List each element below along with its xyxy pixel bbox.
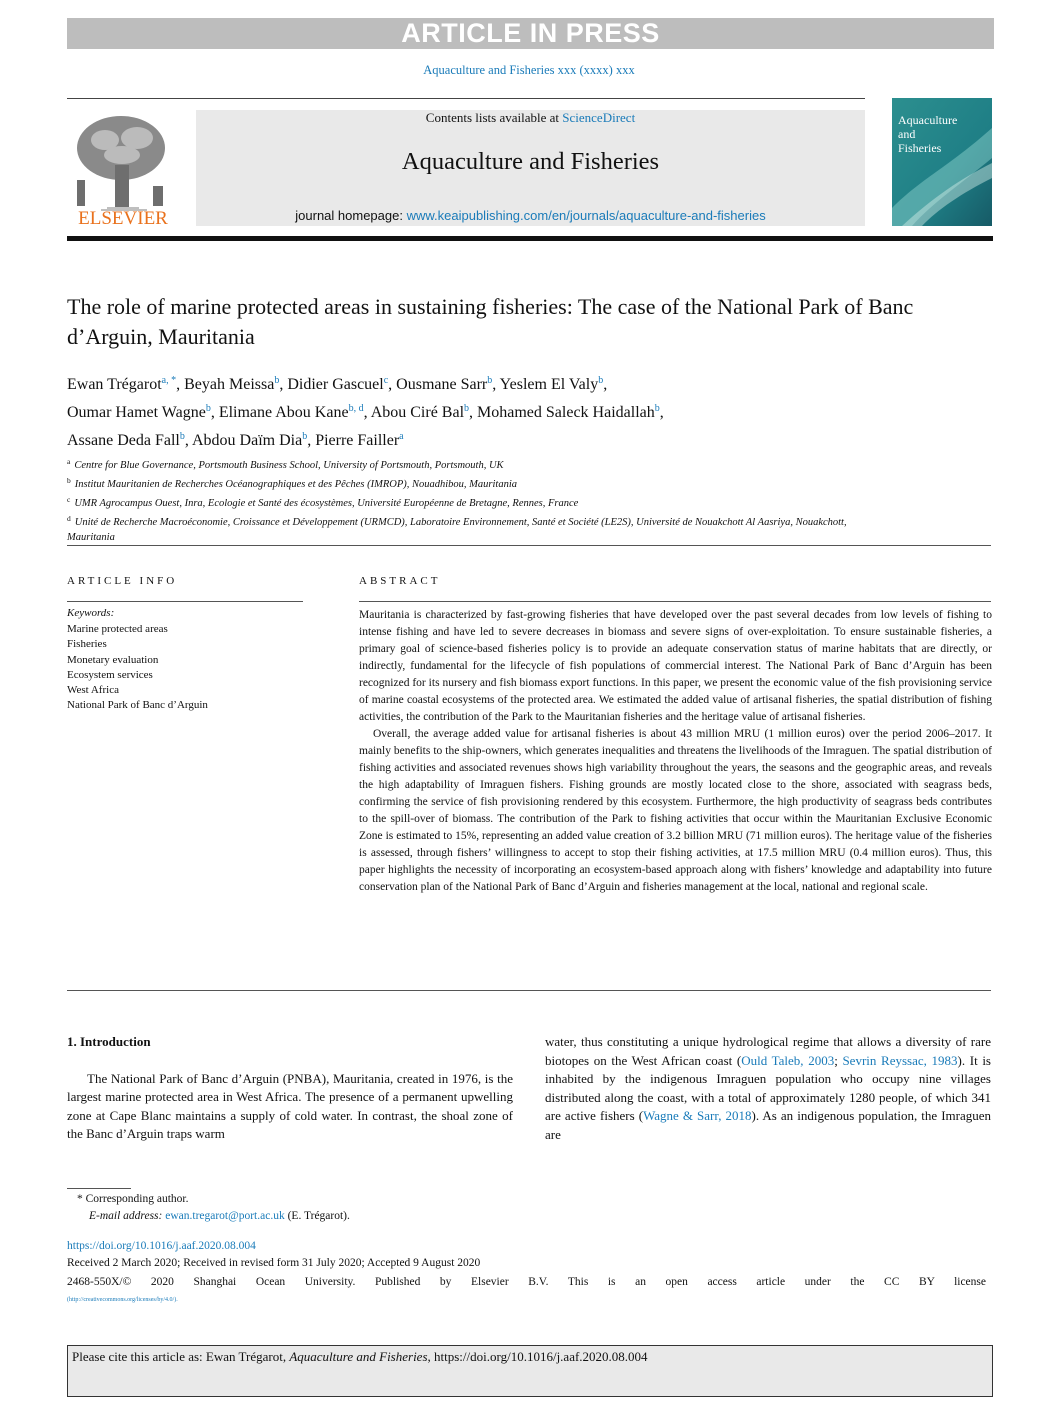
body-column-right (545, 1033, 991, 1145)
homepage-prefix: journal homepage: (295, 208, 407, 223)
article-in-press-banner: ARTICLE IN PRESS (67, 18, 994, 49)
homepage-link[interactable]: www.keaipublishing.com/en/journals/aquaculture-and-fisheries (406, 208, 766, 223)
citation-link[interactable]: Sevrin Reyssac, 1983 (842, 1052, 958, 1068)
author-affiliation-mark[interactable]: b (274, 375, 280, 386)
article-info-heading: ARTICLE INFO (67, 575, 178, 587)
citation-link[interactable]: Ould Taleb, 2003 (741, 1052, 835, 1068)
email-note (89, 1210, 350, 1222)
author-affiliation-mark[interactable]: b (302, 431, 308, 442)
author-affiliation-mark[interactable]: b (464, 403, 470, 414)
top-rule (67, 98, 865, 99)
contents-prefix: Contents lists available at (425, 110, 563, 125)
body-text: ). It is inhabited by the indigenous Imraguen population who occupy nine villages distributed along the coast, with a total of approximately 1280 people, of which 341 are active fishers ( (545, 1052, 991, 1124)
affiliation-item (67, 473, 867, 492)
affiliation-key: a (67, 457, 71, 466)
citation-link[interactable]: Wagne & Sarr, 2018 (643, 1108, 752, 1124)
keyword-item: Marine protected areas (67, 623, 168, 635)
author-separator: , (279, 376, 288, 393)
introduction-heading: 1. Introduction (67, 1034, 151, 1049)
journal-cover-art (892, 98, 992, 226)
affiliation-text: Institut Mauritanien de Recherches Océanographiques et des Pêches (IMROP), Nouadhibou, Mauritania (74, 479, 518, 490)
body-text: ). As an indigenous population, the Imraguen are (545, 1108, 991, 1142)
abstract-heading: ABSTRACT (359, 575, 441, 587)
author-affiliation-mark[interactable]: b (487, 375, 493, 386)
author-name: Didier Gascuel (287, 376, 384, 393)
author-affiliation-mark[interactable]: b, d (348, 403, 364, 414)
copyright-line: 2468-550X/© 2020 Shanghai Ocean University. Published by Elsevier B.V. This is an open access article under the CC BY license (67, 1276, 986, 1288)
corresponding-author-note: * Corresponding author. (77, 1193, 189, 1205)
journal-homepage-line (196, 208, 865, 223)
author-name: Mohamed Saleck Haidallah (477, 404, 655, 421)
affiliations (67, 454, 867, 545)
email-suffix: (E. Trégarot). (284, 1210, 350, 1222)
body-column-left (67, 1033, 513, 1144)
cite-box (67, 1345, 993, 1397)
author-name: Abou Ciré Bal (370, 404, 465, 421)
keywords-list (67, 622, 208, 714)
author-separator: , (492, 376, 500, 393)
keyword-item: National Park of Banc d’Arguin (67, 699, 208, 712)
author-list (67, 369, 967, 453)
abstract-end-rule (67, 990, 991, 991)
author-affiliation-mark[interactable]: c (383, 375, 389, 386)
elsevier-logo (67, 110, 179, 228)
body-text: water, thus constituting a unique hydrological regime that allows a diversity of rare biotopes on the West African coast ( (545, 1034, 991, 1068)
masthead-rule (67, 236, 993, 241)
author-separator: , (659, 404, 664, 421)
author-name: Pierre Failler (315, 432, 400, 449)
author-name: Assane Deda Fall (67, 432, 180, 449)
author-separator: , (184, 432, 192, 449)
elsevier-tree-icon (67, 110, 179, 228)
affiliation-text: Unité de Recherche Macroéconomie, Croissance et Développement (URMCD), Laboratoire Environnement, Santé et Société (LE2S), Université de Nouakchott Al Aasriya, Nouakchott, Mauritania (67, 517, 847, 543)
abstract-paragraph-1: Mauritania is characterized by fast-growing fisheries that have developed over the past several decades from low levels of fishing to intense fishing and have led to severe decreases in biomass and severe signs of over-exploitation. To ensure sustainable fisheries, a primary goal of science-based fisheries policy is to provide an adequate conservation status of marine habitats that are directly, or indirectly, fundamental for the lifecycle of fish populations of commercial interest. The National Park of Banc d’Arguin has been recognized for its nursery and fish biomass export functions. In this paper, we present the economic value of the fish provisioning service of marine coastal ecosystems of the protected area. We estimated the added value of artisanal fisheries, the spatial distribution of fishing activities, the contribution of the Park to the Mauritanian fisheries and the heritage value of artisanal fisheries. (359, 609, 992, 723)
keyword-item: Fisheries (67, 638, 107, 651)
author-name: Elimane Abou Kane (218, 404, 349, 421)
author-name: Beyah Meissa (184, 376, 275, 393)
author-separator: , (388, 376, 397, 393)
license-link[interactable]: (http://creativecommons.org/licenses/by/4.0/). (67, 1297, 178, 1303)
keywords-label: Keywords: (67, 607, 115, 619)
author-separator: , (469, 404, 478, 421)
author-separator: , (176, 376, 185, 393)
author-separator: , (307, 432, 316, 449)
cover-title-line-2: and (898, 127, 916, 141)
sciencedirect-link[interactable]: ScienceDirect (562, 110, 636, 125)
affiliation-item (67, 511, 867, 545)
introduction-paragraph: The National Park of Banc d’Arguin (PNBA), Mauritania, created in 1976, is the largest marine protected area in West Africa. The presence of a permanent upwelling zone at Cape Blanc maintains a supply of cold water. In contrast, the shoal zone of the Banc d’Arguin traps warm (67, 1070, 513, 1142)
affiliation-text: UMR Agrocampus Ouest, Inra, Ecologie et Santé des écosystèmes, Université Européenne de Bretagne, Rennes, France (74, 498, 579, 509)
abstract-rule (359, 601, 991, 602)
keyword-item: Ecosystem services (67, 668, 153, 681)
author-affiliation-mark[interactable]: b (598, 375, 604, 386)
footnote-rule (67, 1188, 131, 1189)
email-link[interactable]: ewan.tregarot@port.ac.uk (165, 1210, 285, 1222)
abstract-paragraph-2: Overall, the average added value for artisanal fisheries is about 43 million MRU (1 million euros) over the period 2006–2017. It mainly benefits to the ship-owners, which generates inequalities and threatens the livelihoods of the Imraguen. The spatial distribution of fishing activities and associated revenues shows high variability throughout the years, the seasons and the geographic areas, and reveals the high adaptability of Imraguen fishers. Fishing grounds are mostly located close to the shore, associated with seagrass beds, confirming the service of fish provisioning rendered by this ecosystem. Furthermore, the high productivity of seagrass beds contributes to the spill-over of biomass. The contribution of the Park to fishing activities that occur within the Mauritanian Exclusive Economic Zone is estimated to 15%, representing an added value creation of 3.2 billion MRU (71 million euros). The heritage value of the fisheries is assessed, through fishers’ willingness to accept to stop their fishing activities, at 17.5 million MRU (0.4 million euros). Thus, this paper highlights the necessity of incorporating an ecosystem-based approach along with fishers’ knowledge and adaptability into future conservation plan of the National Park of Banc d’Arguin and fisheries management at the local, national and regional scale. (359, 728, 992, 893)
email-label: E-mail address: (89, 1210, 166, 1222)
cover-title-line-3: Fisheries (898, 141, 942, 155)
author-name: Yeslem El Valy (499, 376, 599, 393)
affiliation-key: c (67, 495, 71, 504)
affiliation-item (67, 454, 867, 473)
cover-title-line-1: Aquaculture (898, 113, 958, 127)
affiliation-key: d (67, 514, 71, 523)
article-info-rule (67, 601, 303, 602)
author-affiliation-mark[interactable]: b (179, 431, 185, 442)
author-separator: , (603, 376, 608, 393)
journal-cover-image (892, 98, 992, 226)
section-rule (67, 545, 991, 546)
cite-prefix: Please cite this article as: Ewan Trégarot, (72, 1349, 290, 1364)
author-separator: , (363, 404, 371, 421)
article-title: The role of marine protected areas in sustaining fisheries: The case of the National Park of Banc d’Arguin, Mauritania (67, 294, 914, 349)
author-name: Ousmane Sarr (396, 376, 488, 393)
author-separator: , (210, 404, 219, 421)
elsevier-wordmark: ELSEVIER (78, 208, 168, 228)
author-name: Ewan Trégarot (67, 376, 162, 393)
abstract-text (359, 607, 992, 896)
body-text: ; (834, 1052, 843, 1068)
contents-line (196, 110, 865, 126)
author-affiliation-mark[interactable]: b (654, 403, 660, 414)
received-dates: Received 2 March 2020; Received in revised form 31 July 2020; Accepted 9 August 2020 (67, 1257, 481, 1269)
keyword-item: West Africa (67, 684, 119, 697)
doi-link[interactable]: https://doi.org/10.1016/j.aaf.2020.08.004 (67, 1240, 256, 1252)
keyword-item: Monetary evaluation (67, 653, 159, 666)
affiliation-text: Centre for Blue Governance, Portsmouth Business School, University of Portsmouth, Portsmouth, UK (74, 460, 504, 471)
author-name: Abdou Daïm Dia (191, 432, 303, 449)
author-affiliation-mark[interactable]: b (205, 403, 211, 414)
author-affiliation-mark[interactable]: a, * (161, 375, 177, 386)
cite-journal: Aquaculture and Fisheries (289, 1349, 428, 1364)
author-affiliation-mark[interactable]: a (399, 431, 404, 442)
cite-suffix: , https://doi.org/10.1016/j.aaf.2020.08.004 (427, 1349, 648, 1364)
affiliation-key: b (67, 476, 71, 485)
author-name: Oumar Hamet Wagne (67, 404, 206, 421)
journal-reference-link[interactable]: Aquaculture and Fisheries xxx (xxxx) xxx (423, 63, 635, 77)
affiliation-item (67, 492, 867, 511)
journal-title: Aquaculture and Fisheries (401, 148, 660, 175)
